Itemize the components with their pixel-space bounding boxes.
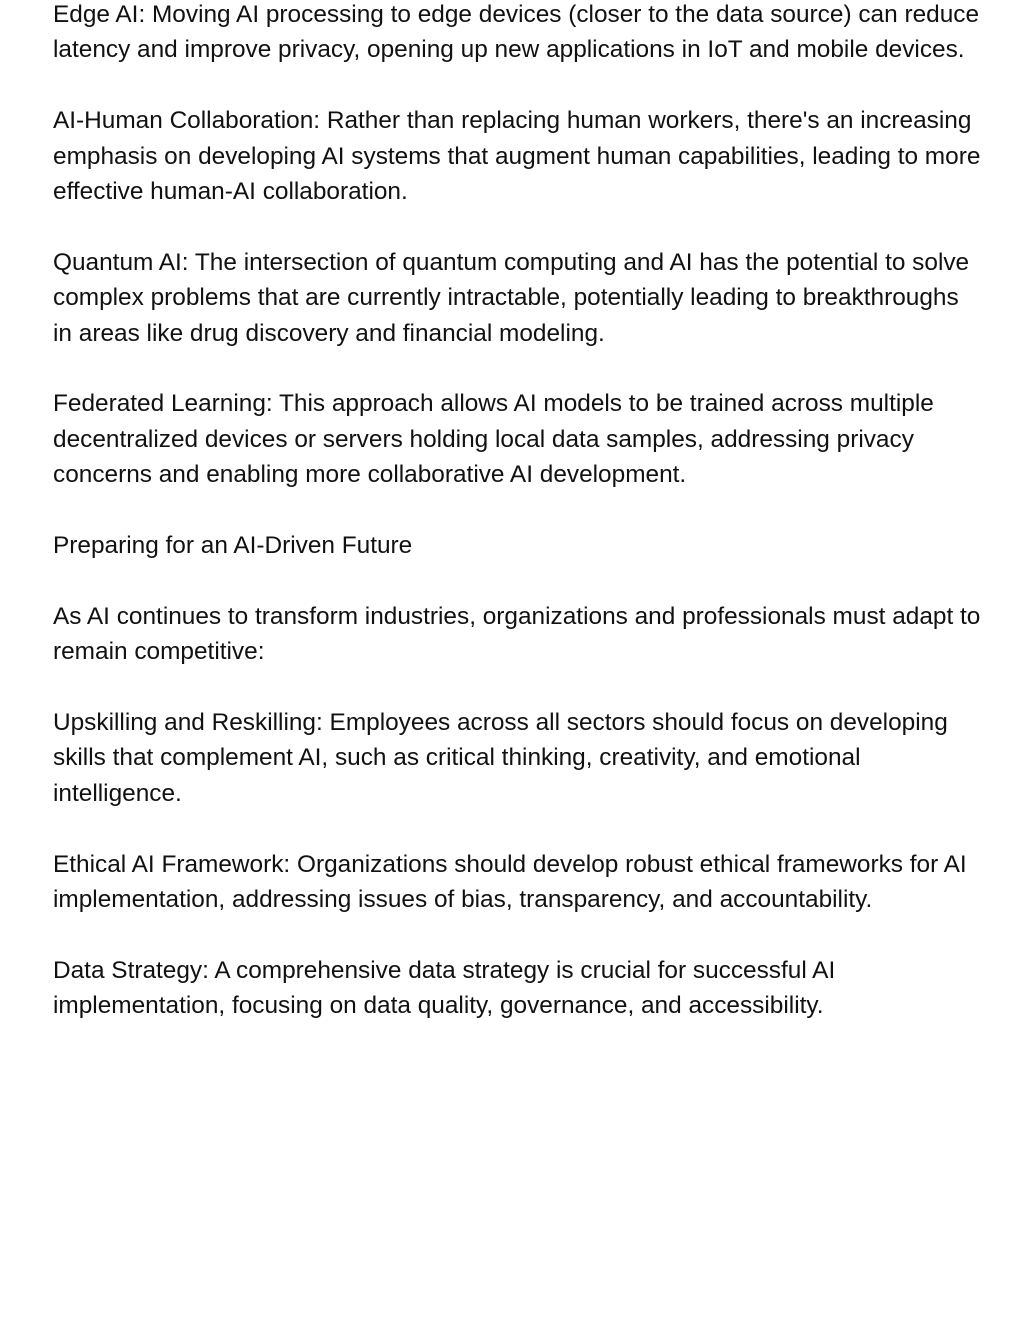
paragraph-edge-ai: Edge AI: Moving AI processing to edge devices (closer to the data source) can reduce latency and improve privacy, opening up new applications in IoT and mobile devices. <box>53 1 980 64</box>
paragraph-quantum-ai: Quantum AI: The intersection of quantum computing and AI has the potential to solve complex problems that are currently intractable, potentially leading to breakthroughs in areas like drug discovery and financial modeling. <box>53 248 970 347</box>
paragraph-upskilling: Upskilling and Reskilling: Employees across all sectors should focus on developing skills that complement AI, such as critical thinking, creativity, and emotional intelligence. <box>53 709 948 807</box>
paragraph-ai-human-collaboration: AI-Human Collaboration: Rather than replacing human workers, there's an increasing emphasis on developing AI systems that augment human capabilities, leading to more effective human-AI collaboration. <box>53 107 981 206</box>
paragraph-intro-adapt: As AI continues to transform industries, organizations and professionals must adapt to remain competitive: <box>53 602 981 666</box>
paragraph-data-strategy: Data Strategy: A comprehensive data strategy is crucial for successful AI implementation, focusing on data quality, governance, and accessibility. <box>53 956 836 1020</box>
paragraph-federated-learning: Federated Learning: This approach allows AI models to be trained across multiple decentralized devices or servers holding local data samples, addressing privacy concerns and enabling more collaborative AI development. <box>53 390 934 489</box>
document-page <box>53 0 983 1059</box>
section-heading-preparing: Preparing for an AI-Driven Future <box>53 532 413 560</box>
paragraph-ethical-framework: Ethical AI Framework: Organizations should develop robust ethical frameworks for AI implementation, addressing issues of bias, transparency, and accountability. <box>53 850 967 914</box>
